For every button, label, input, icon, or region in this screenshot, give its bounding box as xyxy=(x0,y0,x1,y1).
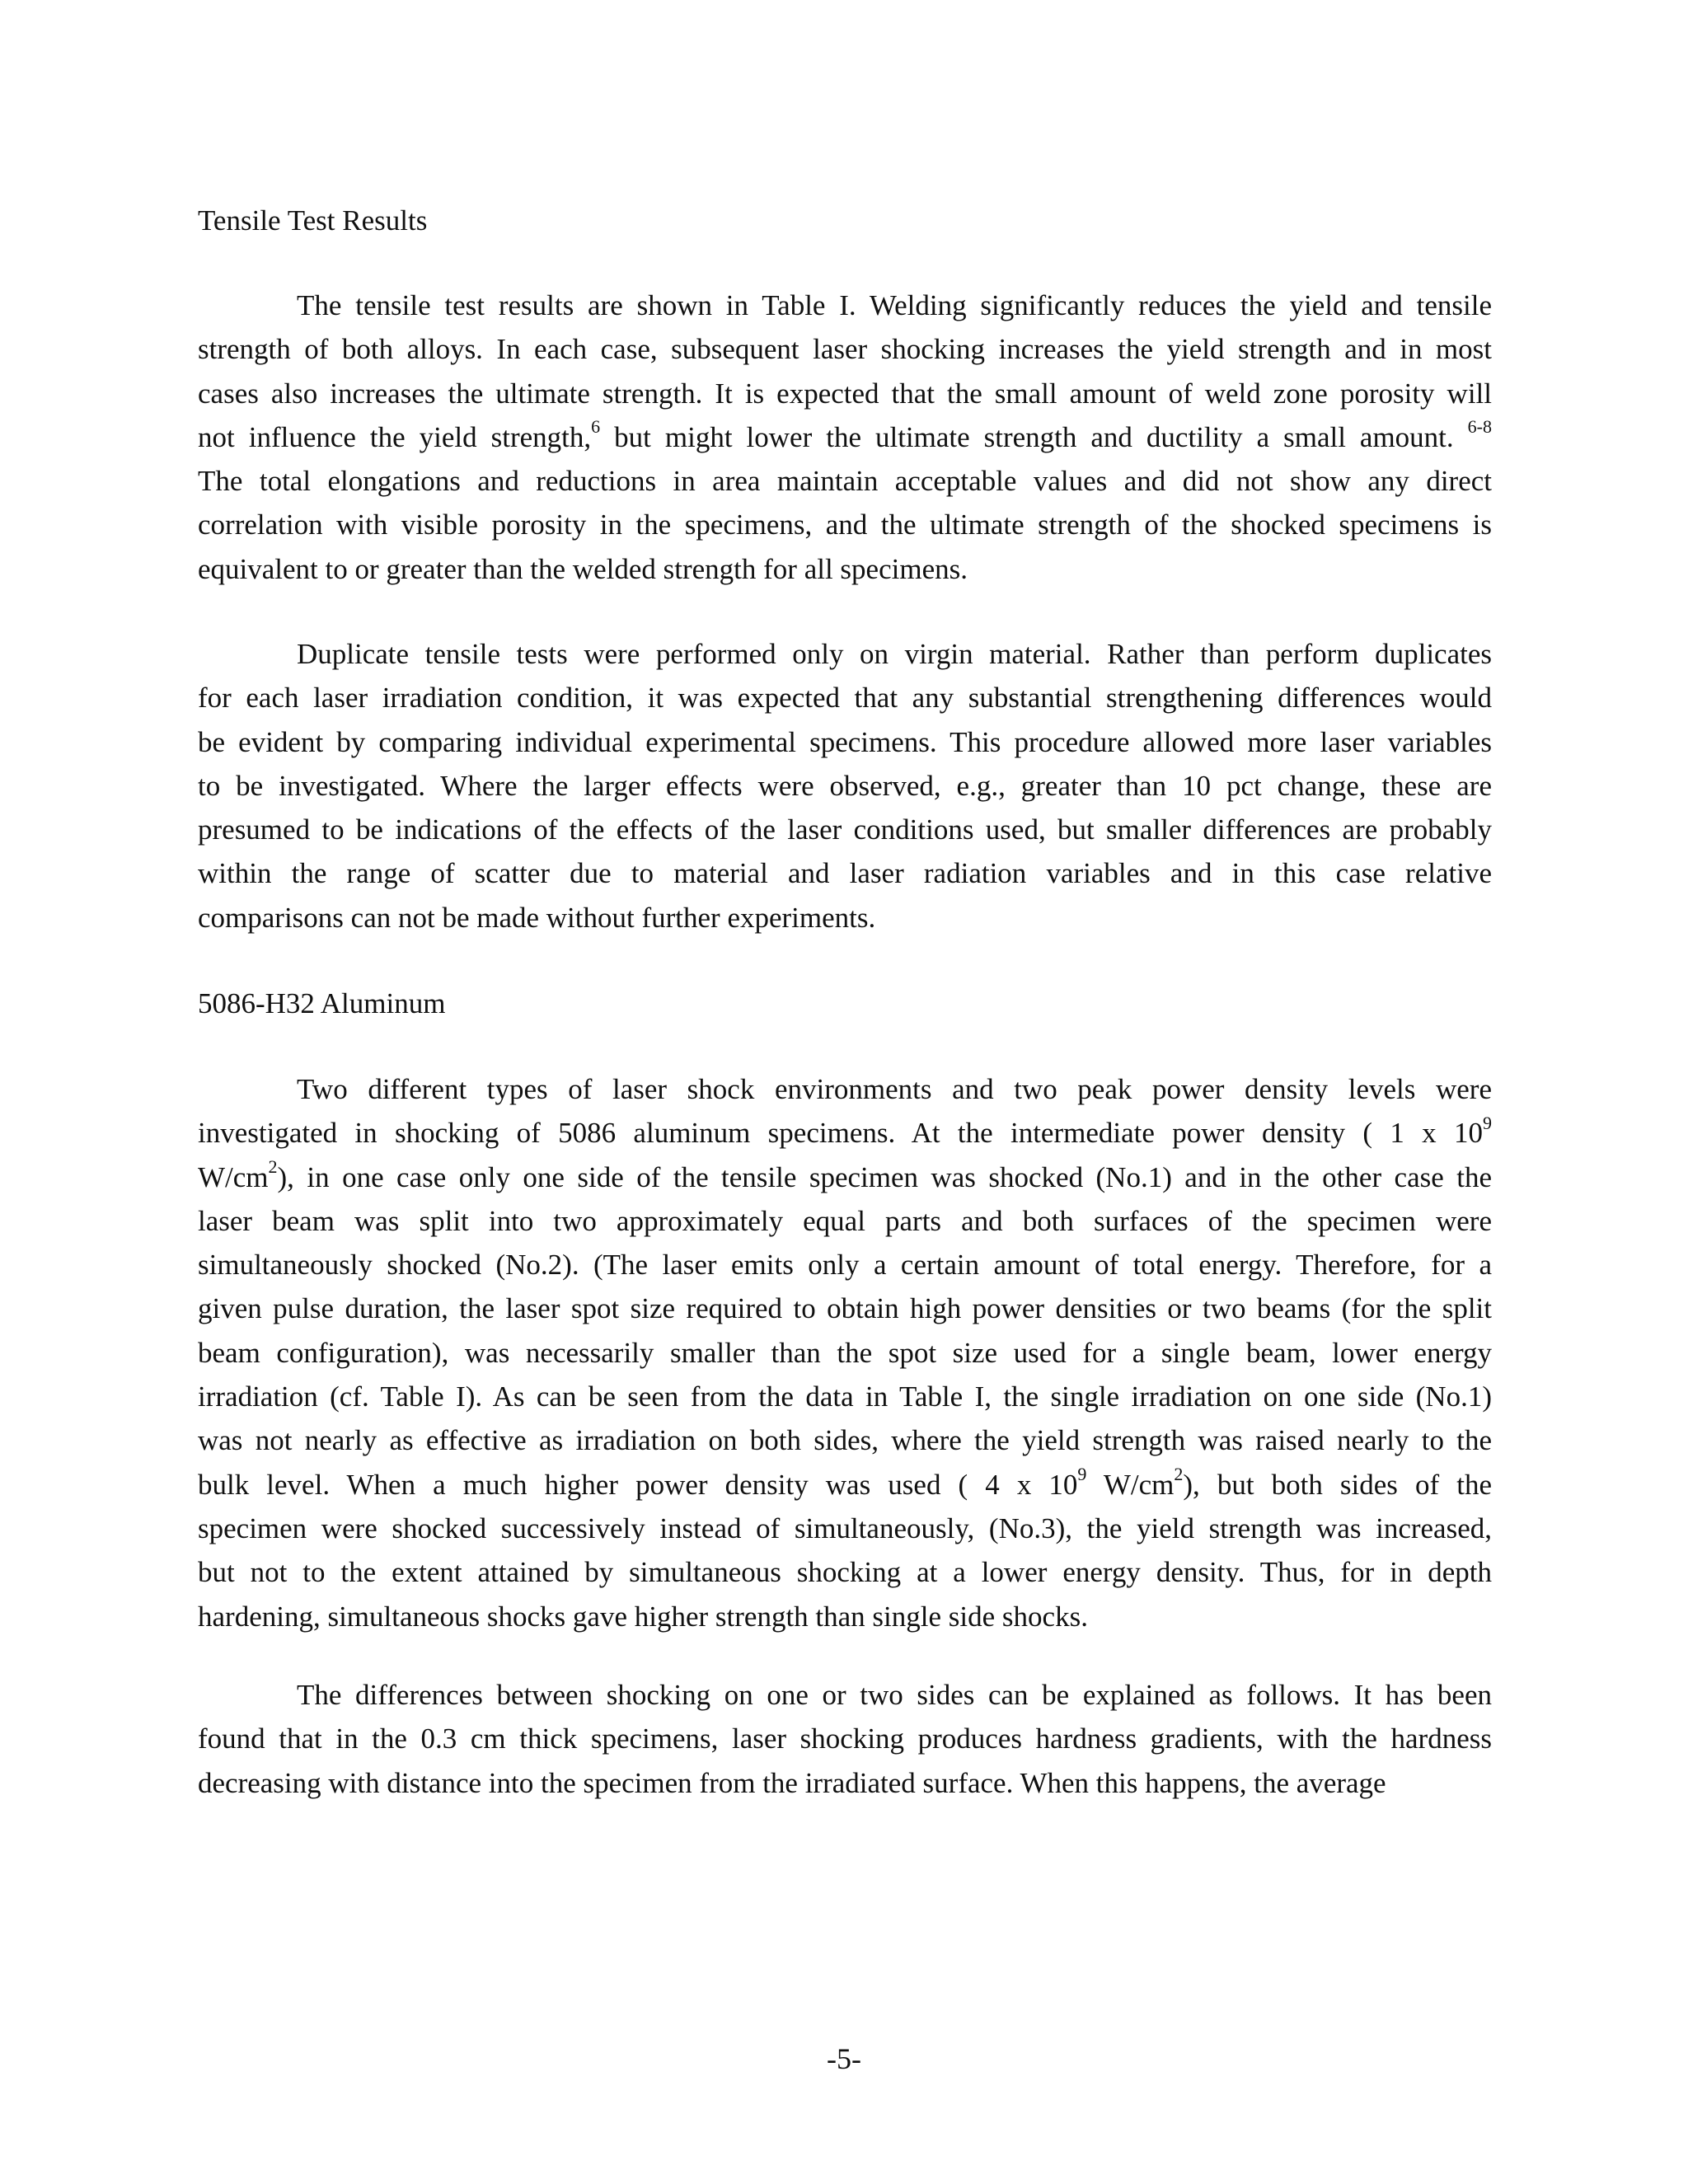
section-heading-5086-aluminum: 5086-H32 Aluminum xyxy=(198,987,446,1019)
superscript: 2 xyxy=(1174,1464,1184,1485)
text-line: not influence the yield strength,$^6$ but might lower the ultimate strength and ductility a small amount. $^{6-8}$ xyxy=(198,416,1492,453)
text-line: to be investigated. Where the larger effects were observed, e.g., greater than 10 pct change, these are xyxy=(198,769,1492,802)
superscript: 9 xyxy=(1483,1112,1492,1133)
text-line: found that in the 0.3 cm thick specimens, laser shocking produces hardness gradients, with the hardness xyxy=(198,1722,1492,1755)
text-line: hardening, simultaneous shocks gave higher strength than single side shocks. xyxy=(198,1600,1088,1633)
text-line: correlation with visible porosity in the specimens, and the ultimate strength of the shocked specimens is xyxy=(198,509,1492,541)
section-heading-tensile-test-results: Tensile Test Results xyxy=(198,204,428,237)
paragraph-tensile-results xyxy=(198,284,1492,591)
text-line: was not nearly as effective as irradiation on both sides, where the yield strength was raised nearly to the xyxy=(198,1424,1492,1457)
text-line: for each laser irradiation condition, it was expected that any substantial strengthening differences would xyxy=(198,682,1492,715)
text-line: laser beam was split into two approximately equal parts and both surfaces of the specimen were xyxy=(198,1204,1492,1237)
text-line: Two different types of laser shock environments and two peak power density levels were xyxy=(297,1073,1492,1105)
text-line: strength of both alloys. In each case, subsequent laser shocking increases the yield strength and in most xyxy=(198,333,1492,366)
superscript: 6 xyxy=(591,416,601,438)
superscript: 2 xyxy=(268,1155,278,1177)
text-line: Duplicate tensile tests were performed only on virgin material. Rather than perform duplicates xyxy=(297,638,1492,670)
text-line: The differences between shocking on one or two sides can be explained as follows. It has been xyxy=(297,1679,1492,1711)
text-line: but not to the extent attained by simultaneous shocking at a lower energy density. Thus, for in depth xyxy=(198,1556,1492,1589)
superscript: 6-8 xyxy=(1467,416,1492,438)
text-line: simultaneously shocked (No.2). (The laser emits only a certain amount of total energy. Therefore, for a xyxy=(198,1249,1492,1282)
superscript: 9 xyxy=(1077,1464,1087,1485)
paragraph-duplicate-tests xyxy=(198,632,1492,940)
text-line: given pulse duration, the laser spot size required to obtain high power densities or two beams (for the split xyxy=(198,1292,1492,1325)
text-line: specimen were shocked successively instead of simultaneously, (No.3), the yield strength was increased, xyxy=(198,1511,1492,1544)
text-line: $W/cm^2$), in one case only one side of the tensile specimen was shocked (No.1) and in the other case the xyxy=(198,1155,1492,1193)
text-line: equivalent to or greater than the welded strength for all specimens. xyxy=(198,552,968,585)
text-line: within the range of scatter due to material and laser radiation variables and in this case relative xyxy=(198,857,1492,890)
text-line: be evident by comparing individual experimental specimens. This procedure allowed more laser variables xyxy=(198,725,1492,758)
paragraph-laser-shock-environments xyxy=(198,1067,1492,1638)
text-line: bulk level. When a much higher power density was used ( 4 x $10^9$ $W/cm^2$), but both sides of the xyxy=(198,1464,1492,1501)
text-line: cases also increases the ultimate strength. It is expected that the small amount of weld zone porosity will xyxy=(198,377,1492,410)
text-line: presumed to be indications of the effects of the laser conditions used, but smaller differences are probably xyxy=(198,813,1492,846)
text-line: decreasing with distance into the specimen from the irradiated surface. When this happens, the average xyxy=(198,1766,1386,1799)
page-number: -5- xyxy=(827,2042,861,2075)
text-line: comparisons can not be made without further experiments. xyxy=(198,901,876,934)
text-line: The tensile test results are shown in Table I. Welding significantly reduces the yield and tensile xyxy=(297,289,1492,321)
text-line: investigated in shocking of 5086 aluminum specimens. At the intermediate power density ( 1 x $10^9$ xyxy=(198,1112,1492,1150)
text-line: beam configuration), was necessarily smaller than the spot size used for a single beam, lower energy xyxy=(198,1336,1492,1369)
paragraph-shocking-differences xyxy=(198,1673,1492,1805)
text-line: irradiation (cf. Table I). As can be seen from the data in Table I, the single irradiation on one side (No.1) xyxy=(198,1380,1492,1413)
text-line: The total elongations and reductions in area maintain acceptable values and did not show any direct xyxy=(198,465,1492,498)
